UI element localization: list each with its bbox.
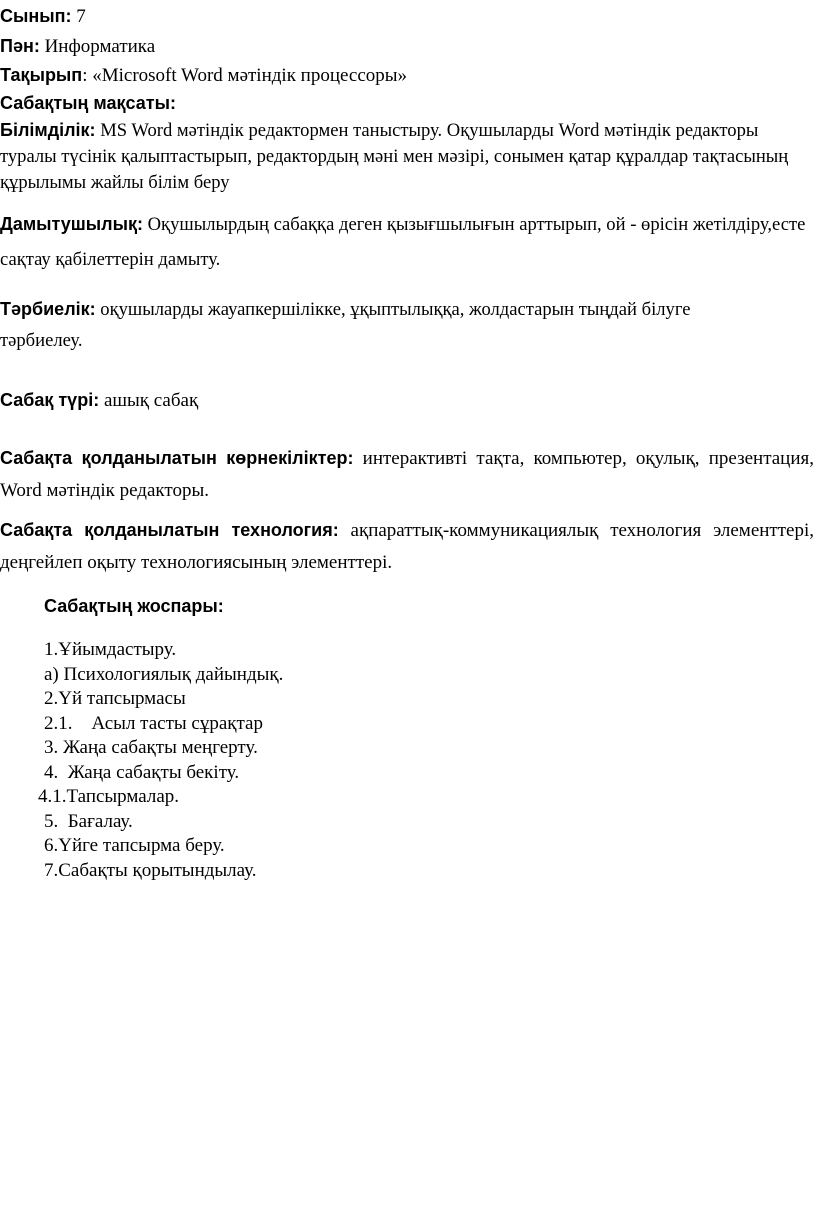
subject-value: Информатика — [39, 36, 156, 57]
developmental-text: Оқушылырдың сабаққа деген қызығшылығын арттырып, ой - өрісін жетілдіру,есте сақтау қабілеттерін дамыту. — [0, 214, 806, 270]
class-label: Сынып: — [0, 6, 72, 26]
technology-label: Сабақта қолданылатын технология: — [0, 520, 339, 540]
visual-aids-value: интерактивті тақта, компьютер, оқулық, презентация, Word мәтіндік редакторы. — [0, 448, 814, 501]
technology-value: ақпараттық-коммуникациялық технология элементтері, деңгейлеп оқыту технологиясының элементтері. — [0, 520, 814, 573]
technology — [0, 514, 814, 579]
lesson-type-label: Сабақ түрі: — [0, 390, 100, 410]
class-line — [0, 4, 86, 29]
educational-label: Білімділік: — [0, 120, 96, 140]
plan-list — [0, 638, 283, 883]
educational-goal — [0, 117, 814, 196]
goals-heading: Сабақтың мақсаты: — [0, 93, 176, 113]
plan-item: 4.1.Тапсырмалар. — [38, 786, 180, 807]
subject-line — [0, 34, 155, 59]
plan-item: а) Психологиялық дайындық. — [44, 663, 284, 685]
plan-item: 6.Үйге тапсырма беру. — [44, 835, 225, 856]
plan-item: 4. Жаңа сабақты бекіту. — [44, 761, 240, 783]
plan-item: 2.1. Асыл тасты сұрақтар — [44, 712, 263, 734]
developmental-label: Дамытушылық: — [0, 214, 143, 234]
lesson-type-line — [0, 388, 198, 413]
visual-aids — [0, 442, 814, 507]
class-value: 7 — [71, 6, 86, 27]
developmental-goal — [0, 207, 814, 277]
upbringing-goal — [0, 294, 770, 356]
topic-value: : «Microsoft Word мәтіндік процессоры» — [82, 65, 408, 86]
upbringing-text: оқушыларды жауапкершілікке, ұқыптылыққа, жолдастарын тыңдай білуге тәрбиелеу. — [0, 299, 691, 351]
plan-item: 1.Ұйымдастыру. — [44, 639, 177, 660]
plan-item: 3. Жаңа сабақты меңгерту. — [44, 737, 258, 758]
plan-item: 2.Үй тапсырмасы — [44, 688, 186, 709]
plan-title: Сабақтың жоспары: — [44, 596, 224, 616]
topic-line — [0, 63, 407, 88]
lesson-type-value: ашық сабақ — [99, 390, 199, 411]
topic-label: Тақырып — [0, 65, 83, 85]
plan-item: 5. Бағалау. — [44, 810, 133, 832]
educational-text: MS Word мәтіндік редактормен таныстыру. Оқушыларды Word мәтіндік редакторы туралы түсінік қалыптастырып, редактордың мәні мен мәзірі, сонымен қатар құралдар тақтасының құрылымы жайлы білім беру — [0, 120, 789, 193]
visual-aids-label: Сабақта қолданылатын көрнекіліктер: — [0, 448, 354, 468]
subject-label: Пән: — [0, 36, 40, 56]
upbringing-label: Тәрбиелік: — [0, 299, 96, 319]
plan-item: 7.Сабақты қорытындылау. — [44, 859, 257, 881]
